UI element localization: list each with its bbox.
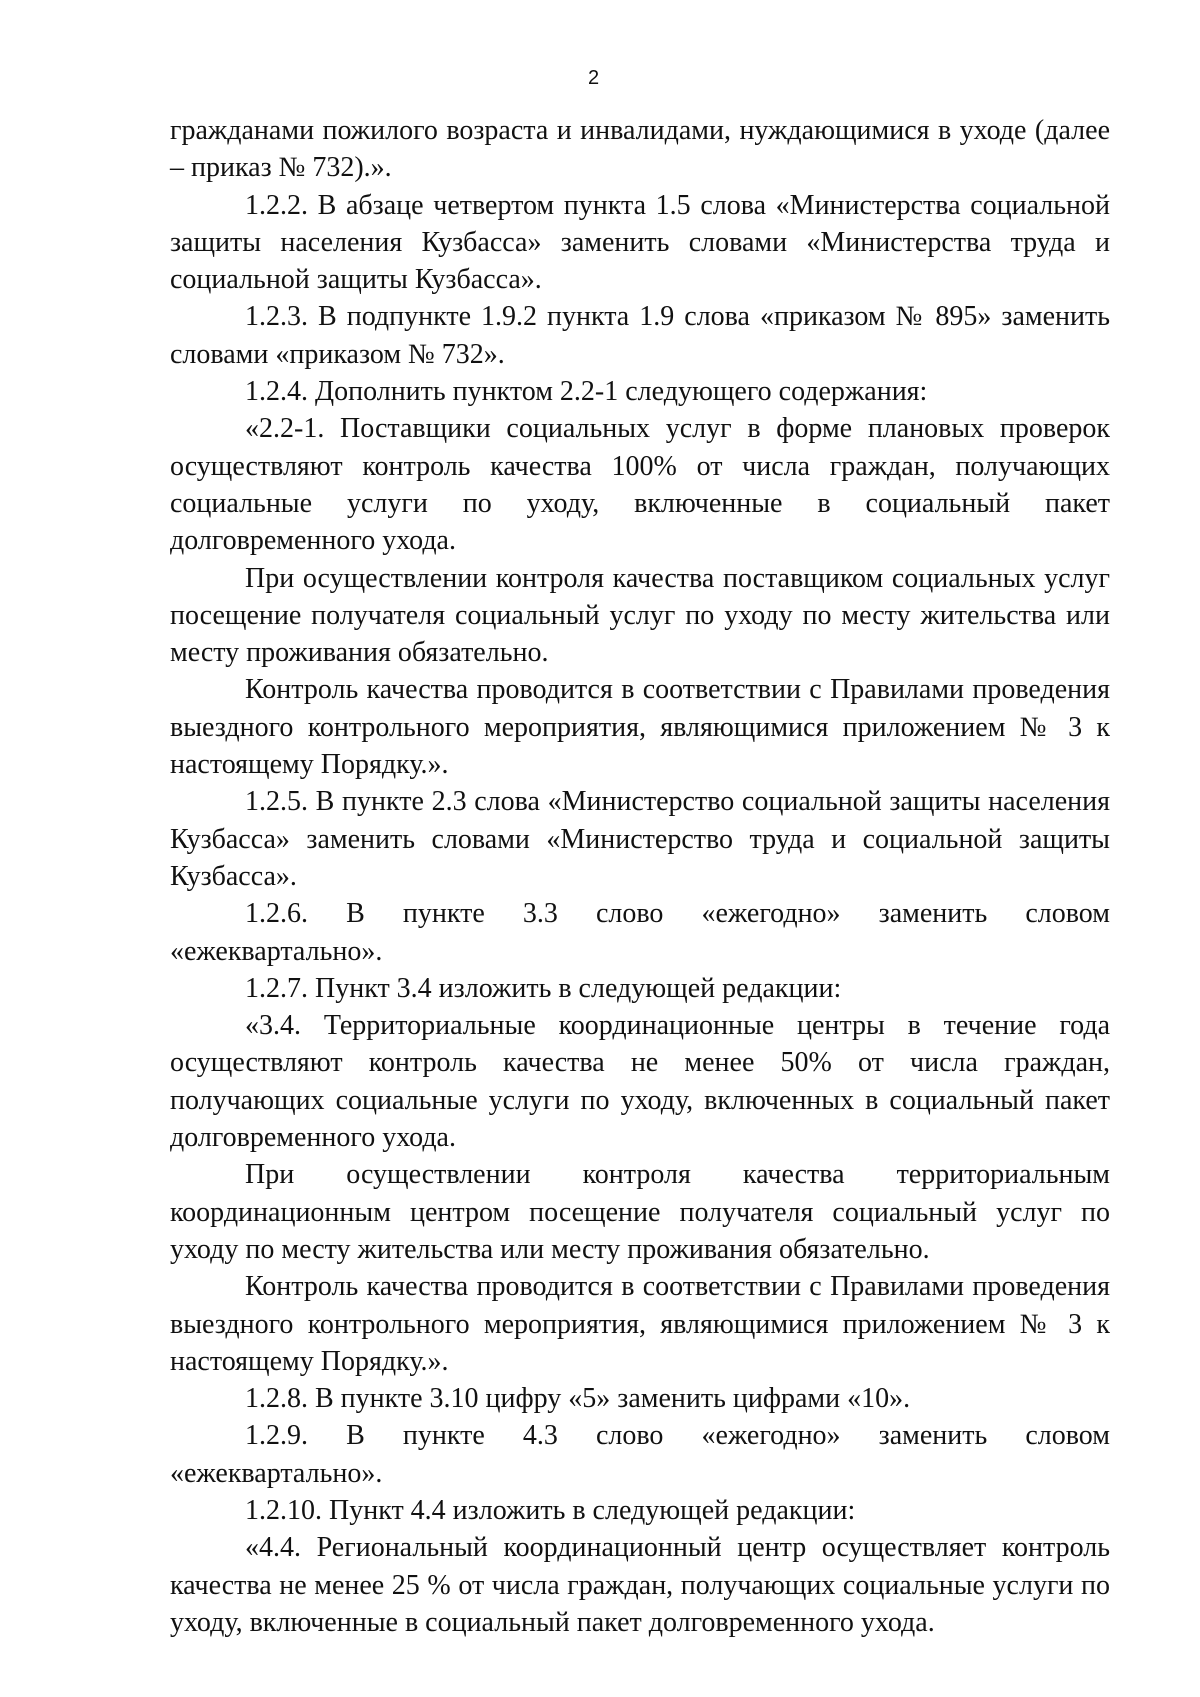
paragraph: Контроль качества проводится в соответствии с Правилами проведения выездного контрольного мероприятия, являющимися приложением № 3 к настоящему Порядку.». — [170, 1271, 1110, 1377]
paragraph: 1.2.8. В пункте 3.10 цифру «5» заменить цифрами «10». — [245, 1383, 911, 1415]
paragraph: Контроль качества проводится в соответствии с Правилами проведения выездного контрольного мероприятия, являющимися приложением № 3 к настоящему Порядку.». — [170, 674, 1110, 781]
paragraph: 1.2.3. В подпункте 1.9.2 пункта 1.9 слова «приказом № 895» заменить словами «приказом № 732». — [170, 301, 1110, 370]
document-body — [170, 112, 1110, 1641]
page-number: 2 — [587, 67, 600, 89]
paragraph: 1.2.7. Пункт 3.4 изложить в следующей редакции: — [245, 972, 842, 1004]
paragraph: 1.2.5. В пункте 2.3 слова «Министерство социальной защиты населения Кузбасса» заменить словами «Министерство труда и социальной защиты Кузбасса». — [170, 786, 1110, 892]
paragraph: 1.2.4. Дополнить пунктом 2.2-1 следующего содержания: — [245, 376, 928, 408]
paragraph: 1.2.2. В абзаце четвертом пункта 1.5 слова «Министерства социальной защиты населения Кузбасса» заменить словами «Министерства труда и социальной защиты Кузбасса». — [170, 189, 1110, 296]
paragraph: 1.2.9. В пункте 4.3 слово «ежегодно» заменить словом «ежеквартально». — [170, 1420, 1110, 1489]
paragraph: «4.4. Региональный координационный центр осуществляет контроль качества не менее 25 % от числа граждан, получающих социальные услуги по уходу, включенные в социальный пакет долговременного ухода. — [170, 1532, 1110, 1638]
paragraph: гражданами пожилого возраста и инвалидами, нуждающимися в уходе (далее – приказ № 732).». — [170, 115, 1110, 184]
paragraph: 1.2.10. Пункт 4.4 изложить в следующей редакции: — [245, 1494, 856, 1526]
paragraph: При осуществлении контроля качества территориальным координационным центром посещение получателя социальный услуг по уходу по месту жительства или месту проживания обязательно. — [170, 1159, 1110, 1265]
paragraph: При осуществлении контроля качества поставщиком социальных услуг посещение получателя социальный услуг по уходу по месту жительства или месту проживания обязательно. — [170, 562, 1110, 669]
paragraph: «3.4. Территориальные координационные центры в течение года осуществляют контроль качества не менее 50% от числа граждан, получающих социальные услуги по уходу, включенных в социальный пакет долговременного ухода. — [170, 1010, 1110, 1154]
paragraph: «2.2-1. Поставщики социальных услуг в форме плановых проверок осуществляют контроль качества 100% от числа граждан, получающих социальные услуги по уходу, включенные в социальный пакет долговременного ухода. — [170, 413, 1110, 557]
paragraph: 1.2.6. В пункте 3.3 слово «ежегодно» заменить словом «ежеквартально». — [170, 898, 1110, 967]
